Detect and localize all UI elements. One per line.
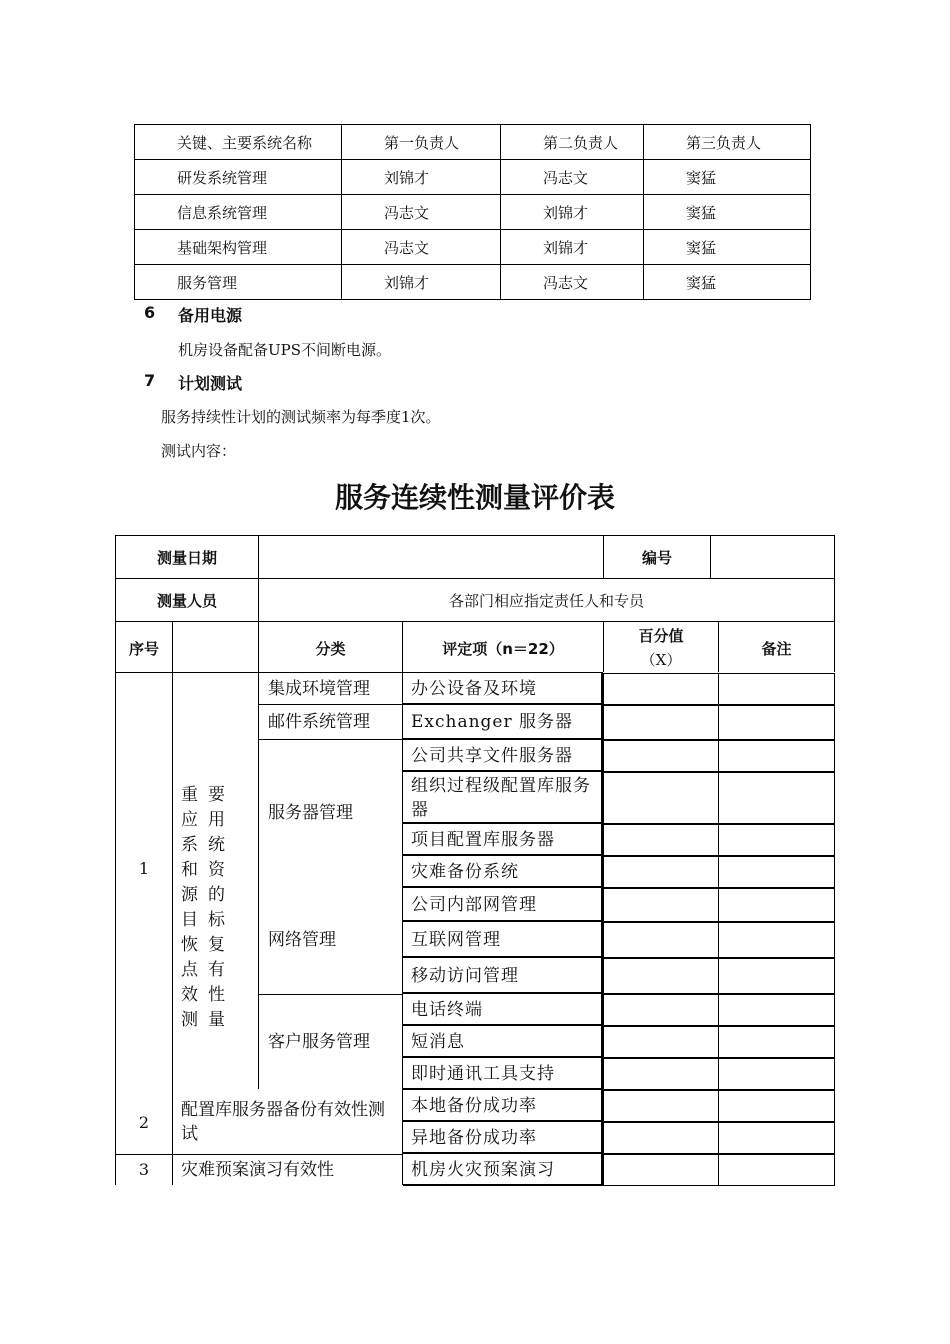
serial-number-label: 编号 [641, 549, 672, 567]
evaluation-item [403, 856, 603, 888]
evaluation-item [403, 958, 603, 994]
percent-value-field[interactable] [603, 958, 719, 994]
rule [834, 535, 835, 672]
header-system-name: 关键、主要系统名称 [135, 125, 342, 160]
evaluation-item [403, 888, 603, 922]
evaluation-item-label: 机房火灾预案演习 [411, 1159, 555, 1180]
note-field[interactable] [718, 1058, 835, 1090]
second-owner: 刘锦才 [501, 230, 644, 265]
note-field[interactable] [718, 1154, 835, 1186]
category-mail-system: 邮件系统管理 [268, 712, 370, 732]
evaluation-item-label: Exchanger 服务器 [411, 712, 574, 732]
third-owner: 窦猛 [644, 195, 811, 230]
rule [258, 994, 403, 995]
evaluation-item-label: 异地备份成功率 [411, 1127, 537, 1148]
evaluation-item-label: 移动访问管理 [411, 965, 519, 986]
evaluation-item-label: 项目配置库服务器 [411, 829, 555, 850]
table-row [135, 230, 811, 265]
rule [115, 1154, 403, 1155]
percent-value-field[interactable] [603, 922, 719, 958]
first-owner: 冯志文 [342, 195, 501, 230]
section-7-text: 服务持续性计划的测试频率为每季度1次。 [161, 408, 441, 426]
table-row [135, 160, 811, 195]
column-percent: 百分值 [638, 627, 684, 645]
evaluation-item [403, 1026, 603, 1058]
third-owner: 窦猛 [644, 265, 811, 300]
second-owner: 冯志文 [501, 265, 644, 300]
group-2-seq: 2 [138, 1113, 150, 1132]
third-owner: 窦猛 [644, 230, 811, 265]
percent-value-field[interactable] [603, 772, 719, 824]
column-category: 分类 [315, 640, 346, 658]
evaluation-item [403, 1058, 603, 1090]
note-field[interactable] [718, 1090, 835, 1122]
second-owner: 刘锦才 [501, 195, 644, 230]
evaluation-item-label: 灾难备份系统 [411, 861, 519, 882]
header-first-owner: 第一负责人 [342, 125, 501, 160]
percent-value-field[interactable] [603, 1090, 719, 1122]
note-field[interactable] [718, 1122, 835, 1154]
group-1-label: 重要应用系统和资源的目标恢复点有效性测量 [181, 785, 235, 1030]
category-network: 网络管理 [268, 930, 336, 950]
system-name: 信息系统管理 [135, 195, 342, 230]
evaluation-item-label: 互联网管理 [411, 929, 501, 950]
group-2-label: 配置库服务器备份有效性测试 [181, 1100, 385, 1144]
note-field[interactable] [718, 1026, 835, 1058]
note-field[interactable] [718, 994, 835, 1026]
category-customer-service: 客户服务管理 [268, 1032, 370, 1052]
evaluation-item-label: 本地备份成功率 [411, 1095, 537, 1116]
measurer-label: 测量人员 [156, 592, 217, 610]
note-field[interactable] [718, 888, 835, 922]
column-seq: 序号 [128, 640, 159, 658]
section-7-title: 计划测试 [178, 374, 243, 393]
evaluation-item-label: 电话终端 [411, 999, 483, 1020]
evaluation-item [403, 705, 603, 740]
note-field[interactable] [718, 922, 835, 958]
evaluation-item-label: 公司共享文件服务器 [411, 745, 573, 766]
evaluation-item-label: 办公设备及环境 [411, 678, 537, 699]
system-name: 研发系统管理 [135, 160, 342, 195]
note-field[interactable] [718, 673, 835, 705]
evaluation-item [403, 772, 603, 824]
evaluation-item [403, 922, 603, 958]
evaluation-item-label: 公司内部网管理 [411, 894, 537, 915]
evaluation-item-label: 组织过程级配置库服务器 [411, 776, 591, 820]
table-header-row [135, 125, 811, 160]
note-field[interactable] [718, 856, 835, 888]
column-percent-unit: （X） [640, 651, 682, 669]
first-owner: 冯志文 [342, 230, 501, 265]
system-name: 基础架构管理 [135, 230, 342, 265]
rule [115, 578, 835, 579]
evaluation-item [403, 994, 603, 1026]
percent-value-field[interactable] [603, 1122, 719, 1154]
rule [115, 621, 835, 622]
percent-value-field[interactable] [603, 888, 719, 922]
section-6-number: 6 [144, 303, 156, 322]
percent-value-field[interactable] [603, 1026, 719, 1058]
measure-date-field[interactable] [259, 536, 603, 578]
rule [258, 672, 259, 1089]
percent-value-field[interactable] [603, 673, 719, 705]
section-7-test-content-label: 测试内容： [161, 442, 237, 460]
rule [258, 739, 403, 740]
page-title: 服务连续性测量评价表 [334, 481, 615, 514]
category-server: 服务器管理 [268, 803, 353, 823]
serial-number-field[interactable] [711, 536, 834, 578]
third-owner: 窦猛 [644, 160, 811, 195]
table-row [135, 265, 811, 300]
note-field[interactable] [718, 740, 835, 772]
group-3-label: 灾难预案演习有效性 [181, 1160, 334, 1180]
second-owner: 冯志文 [501, 160, 644, 195]
first-owner: 刘锦才 [342, 160, 501, 195]
table-row [135, 195, 811, 230]
rule [172, 621, 173, 1185]
evaluation-item-label: 短消息 [411, 1031, 465, 1052]
section-7-number: 7 [144, 371, 156, 390]
system-name: 服务管理 [135, 265, 342, 300]
note-field[interactable] [718, 958, 835, 994]
measurer-value: 各部门相应指定责任人和专员 [448, 592, 644, 610]
percent-value-field[interactable] [603, 1154, 719, 1186]
evaluation-item [403, 824, 603, 856]
group-1-seq: 1 [138, 859, 150, 878]
evaluation-item-label: 即时通讯工具支持 [411, 1063, 555, 1084]
percent-value-field[interactable] [603, 824, 719, 856]
section-6-title: 备用电源 [178, 306, 243, 325]
section-6-text: 机房设备配备UPS不间断电源。 [178, 341, 392, 359]
category-integration-env: 集成环境管理 [268, 679, 370, 699]
column-item: 评定项（n＝22） [442, 640, 564, 658]
group-3-seq: 3 [138, 1160, 150, 1179]
percent-value-field[interactable] [603, 740, 719, 772]
evaluation-item [403, 1090, 603, 1122]
note-field[interactable] [718, 772, 835, 824]
percent-value-field[interactable] [603, 705, 719, 740]
rule [258, 704, 403, 705]
percent-value-field[interactable] [603, 856, 719, 888]
percent-value-field[interactable] [603, 1058, 719, 1090]
evaluation-item [403, 1154, 603, 1186]
note-field[interactable] [718, 824, 835, 856]
header-second-owner: 第二负责人 [501, 125, 644, 160]
note-field[interactable] [718, 705, 835, 740]
first-owner: 刘锦才 [342, 265, 501, 300]
responsibility-table [134, 124, 811, 300]
percent-value-field[interactable] [603, 994, 719, 1026]
evaluation-item [403, 673, 603, 705]
header-third-owner: 第三负责人 [644, 125, 811, 160]
measure-date-label: 测量日期 [156, 549, 217, 567]
column-note: 备注 [761, 640, 792, 658]
evaluation-item [403, 1122, 603, 1154]
evaluation-item [403, 740, 603, 772]
